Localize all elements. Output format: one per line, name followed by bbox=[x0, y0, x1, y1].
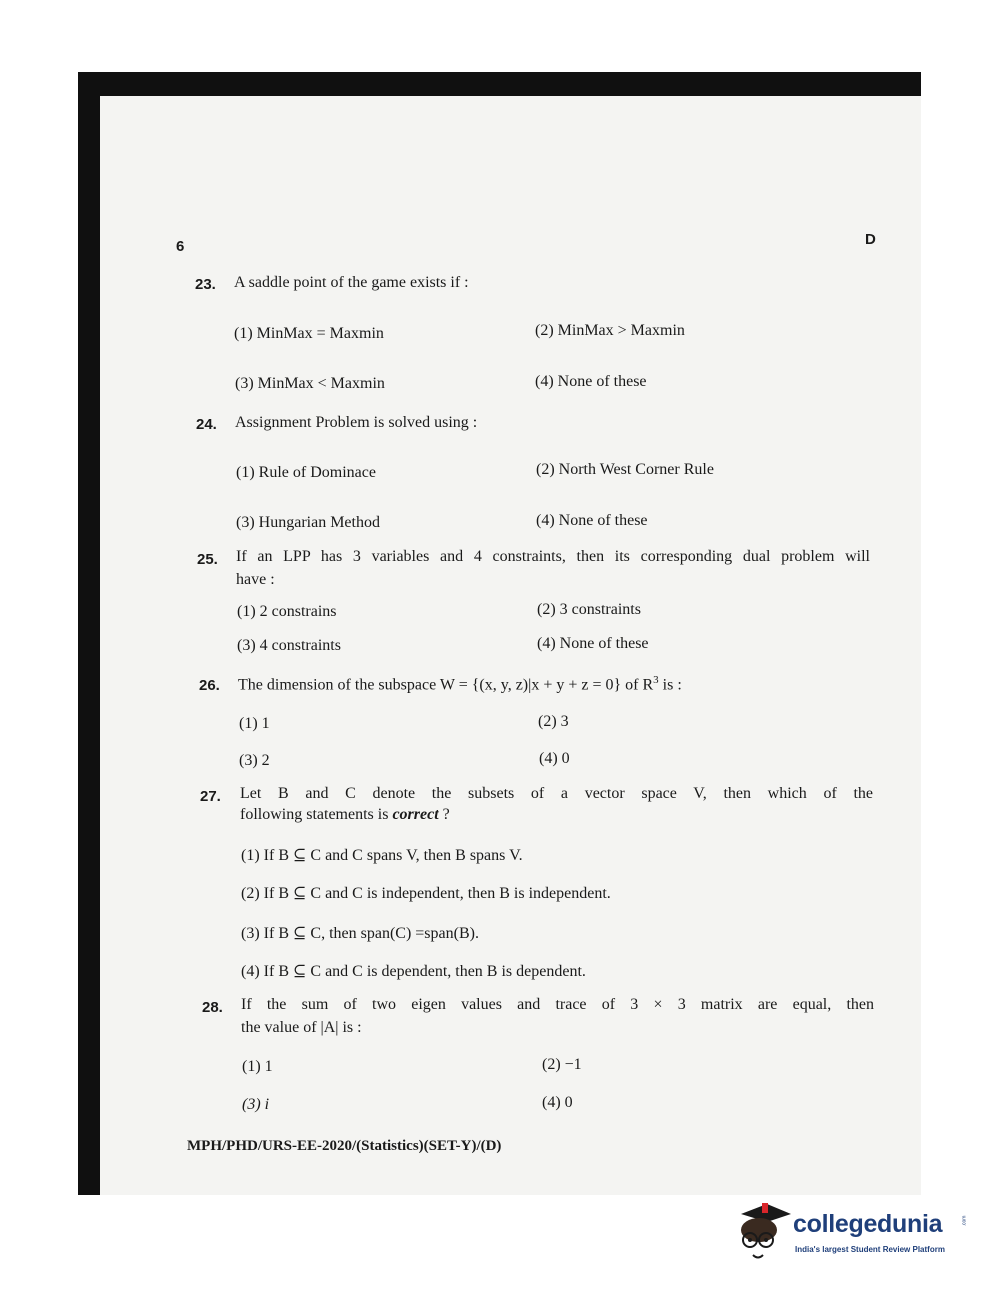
question-text-line-2: the value of |A| is : bbox=[241, 1019, 362, 1036]
option-3: (3) Hungarian Method bbox=[236, 514, 380, 531]
question-text: A saddle point of the game exists if : bbox=[234, 274, 469, 291]
question-text-line-2: have : bbox=[236, 571, 275, 588]
option-1: (1) 1 bbox=[239, 715, 270, 732]
option-1: (1) MinMax = Maxmin bbox=[234, 325, 384, 342]
superscript: 3 bbox=[653, 674, 659, 686]
option-1: (1) If B ⊆ C and C spans V, then B spans V. bbox=[241, 847, 523, 864]
option-3: (3) i bbox=[242, 1096, 270, 1113]
question-number: 27. bbox=[200, 788, 221, 805]
page-number: 6 bbox=[176, 238, 185, 255]
option-4: (4) None of these bbox=[536, 512, 648, 529]
option-3: (3) 2 bbox=[239, 752, 270, 769]
option-2: (2) North West Corner Rule bbox=[536, 461, 714, 478]
option-2: (2) 3 bbox=[538, 713, 569, 730]
text-part: following statements is bbox=[240, 806, 393, 823]
question-text bbox=[238, 674, 682, 694]
question-number: 23. bbox=[195, 276, 216, 293]
exam-page bbox=[100, 96, 921, 1195]
question-text-line-1: If an LPP has 3 variables and 4 constraints, then its corresponding dual problem will bbox=[236, 548, 870, 565]
option-4: (4) None of these bbox=[537, 635, 649, 652]
question-text-line-1: Let B and C denote the subsets of a vector space V, then which of the bbox=[240, 785, 873, 802]
brand-name: collegedunia bbox=[793, 1210, 943, 1238]
option-3: (3) 4 constraints bbox=[237, 637, 341, 654]
option-2: (2) −1 bbox=[542, 1056, 582, 1073]
option-2: (2) If B ⊆ C and C is independent, then B is independent. bbox=[241, 885, 611, 902]
option-2: (2) 3 constraints bbox=[537, 601, 641, 618]
question-number: 28. bbox=[202, 999, 223, 1016]
collegedunia-logo bbox=[735, 1200, 968, 1272]
option-1: (1) Rule of Dominace bbox=[236, 464, 376, 481]
question-text-main: The dimension of the subspace W = {(x, y, z)|x + y + z = 0} of R bbox=[238, 676, 654, 694]
footer-code: MPH/PHD/URS-EE-2020/(Statistics)(SET-Y)/(D) bbox=[187, 1138, 502, 1154]
brand-tagline: India's largest Student Review Platform bbox=[795, 1245, 945, 1254]
option-4: (4) 0 bbox=[539, 750, 570, 767]
question-text-line-2 bbox=[240, 806, 450, 824]
option-4: (4) 0 bbox=[542, 1094, 573, 1111]
option-4: (4) None of these bbox=[535, 373, 647, 390]
question-number: 26. bbox=[199, 677, 220, 694]
student-mascot-icon bbox=[735, 1200, 791, 1264]
question-number: 25. bbox=[197, 551, 218, 568]
question-text-end: is : bbox=[658, 676, 682, 694]
question-number: 24. bbox=[196, 416, 217, 433]
text-part: ? bbox=[438, 806, 450, 823]
page-content bbox=[100, 96, 921, 1195]
question-text: Assignment Problem is solved using : bbox=[235, 414, 478, 431]
option-3: (3) If B ⊆ C, then span(C) =span(B). bbox=[241, 925, 479, 942]
brand-suffix: .com bbox=[961, 1215, 968, 1227]
emphasis-correct: correct bbox=[392, 806, 439, 823]
option-1: (1) 2 constrains bbox=[237, 603, 337, 620]
option-3: (3) MinMax < Maxmin bbox=[235, 375, 385, 392]
set-code: D bbox=[865, 231, 876, 248]
question-text-line-1: If the sum of two eigen values and trace of 3 × 3 matrix are equal, then bbox=[241, 996, 874, 1013]
option-4: (4) If B ⊆ C and C is dependent, then B is dependent. bbox=[241, 963, 586, 980]
option-1: (1) 1 bbox=[242, 1058, 273, 1075]
option-2: (2) MinMax > Maxmin bbox=[535, 322, 685, 339]
